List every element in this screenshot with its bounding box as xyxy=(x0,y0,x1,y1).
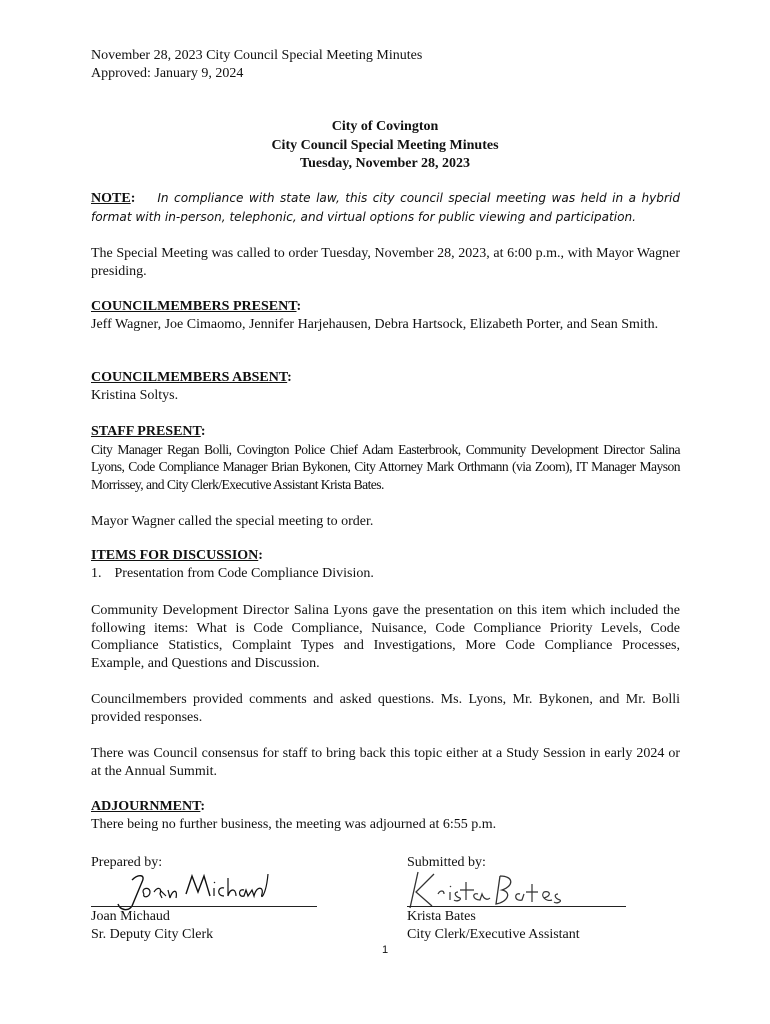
prepared-title: Sr. Deputy City Clerk xyxy=(91,927,214,942)
councilmembers-present-section xyxy=(91,298,680,333)
note-section xyxy=(91,189,680,227)
running-header xyxy=(91,47,422,83)
note-label: NOTE xyxy=(91,191,131,206)
prepared-name: Joan Michaud xyxy=(91,909,170,924)
prepared-by-label: Prepared by: xyxy=(91,855,163,870)
header-approved-line: Approved: January 9, 2024 xyxy=(91,66,244,81)
adjournment-colon: : xyxy=(200,799,206,814)
absent-names: Kristina Soltys. xyxy=(91,387,179,403)
councilmembers-absent-section xyxy=(91,369,680,404)
staff-colon: : xyxy=(200,424,206,439)
adjournment-text: There being no further business, the meeting was adjourned at 6:55 p.m. xyxy=(91,816,497,832)
items-colon: : xyxy=(258,548,263,563)
items-for-discussion-section xyxy=(91,547,680,582)
prepared-by-block xyxy=(91,908,213,944)
title-city: City of Covington xyxy=(331,119,439,134)
note-colon: : xyxy=(130,191,136,206)
note-text: In compliance with state law, this city council special meeting was held in a hybrid format with in-person, telephonic, and virtual options for public viewing and participation. xyxy=(91,191,680,224)
submitted-signature-line xyxy=(407,906,626,907)
adjournment-section xyxy=(91,798,680,833)
submitted-title: City Clerk/Executive Assistant xyxy=(407,927,580,942)
title-meeting: City Council Special Meeting Minutes xyxy=(271,137,499,153)
call-to-order-paragraph: The Special Meeting was called to order Tuesday, November 28, 2023, at 6:00 p.m., with Mayor Wagner presiding. xyxy=(91,246,680,279)
comments-paragraph: Councilmembers provided comments and asked questions. Ms. Lyons, Mr. Bykonen, and Mr. Bolli provided responses. xyxy=(91,692,680,725)
submitted-by-label: Submitted by: xyxy=(407,855,486,870)
staff-label: STAFF PRESENT xyxy=(91,424,201,439)
staff-names: City Manager Regan Bolli, Covington Police Chief Adam Easterbrook, Community Development Director Salina Lyons, Code Compliance Manager Brian Bykonen, City Attorney Mark Orthmann (via Zoom), IT Manager Mayson Morrissey, and City Clerk/Executive Assistant Krista Bates. xyxy=(91,441,680,492)
submitted-by-block xyxy=(407,908,580,944)
title-date: Tuesday, November 28, 2023 xyxy=(300,156,470,171)
item-number: 1. xyxy=(91,565,102,581)
header-meeting-line: November 28, 2023 City Council Special Meeting Minutes xyxy=(91,48,423,63)
adjournment-label: ADJOURNMENT xyxy=(91,799,201,814)
mayor-called-paragraph: Mayor Wagner called the special meeting to order. xyxy=(91,514,374,529)
page-number: 1 xyxy=(381,944,389,956)
absent-label: COUNCILMEMBERS ABSENT xyxy=(91,370,288,385)
item-text: Presentation from Code Compliance Division. xyxy=(114,565,374,581)
prepared-signature-line xyxy=(91,906,317,907)
consensus-paragraph: There was Council consensus for staff to bring back this topic either at a Study Session in early 2024 or at the Annual Summit. xyxy=(91,746,680,779)
presentation-paragraph: Community Development Director Salina Lyons gave the presentation on this item which included the following items: What is Code Compliance, Nuisance, Code Compliance Priority Levels, Code Compliance Statistics, Complaint Types and Investigations, More Code Compliance Processes, Example, and Questions and Discussion. xyxy=(91,603,680,671)
submitted-name: Krista Bates xyxy=(407,909,476,924)
present-label: COUNCILMEMBERS PRESENT xyxy=(91,299,297,314)
items-label: ITEMS FOR DISCUSSION xyxy=(91,548,259,563)
present-colon: : xyxy=(296,299,302,314)
discussion-item xyxy=(91,565,680,583)
absent-colon: : xyxy=(287,370,292,385)
present-names: Jeff Wagner, Joe Cimaomo, Jennifer Harjehausen, Debra Hartsock, Elizabeth Porter, and Sean Smith. xyxy=(91,316,659,332)
staff-present-section xyxy=(91,423,680,493)
document-title xyxy=(0,118,770,174)
